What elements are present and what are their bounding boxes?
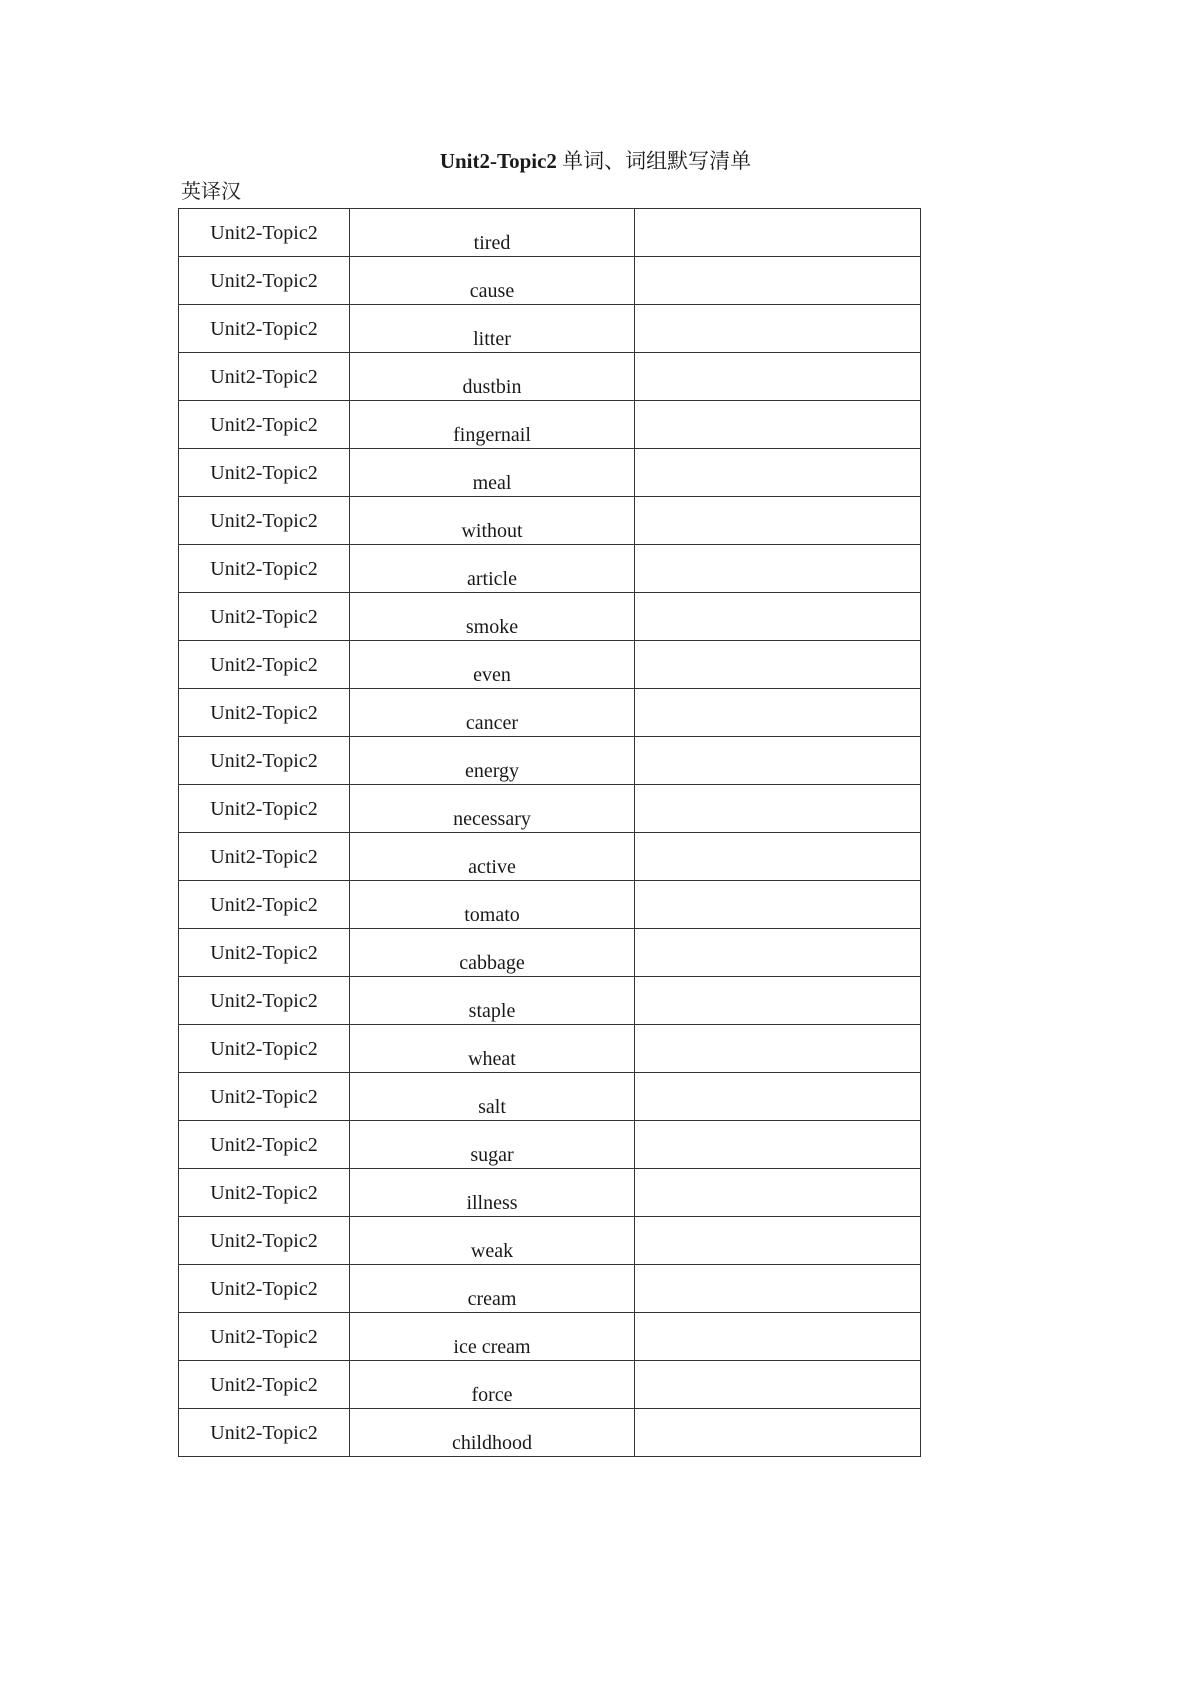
answer-cell	[635, 305, 921, 353]
unit-cell: Unit2-Topic2	[179, 209, 350, 257]
answer-cell	[635, 209, 921, 257]
word-cell: cause	[350, 257, 635, 305]
table-row	[179, 353, 921, 401]
answer-cell	[635, 1409, 921, 1457]
word-cell: force	[350, 1361, 635, 1409]
table-row	[179, 785, 921, 833]
answer-cell	[635, 401, 921, 449]
answer-cell	[635, 593, 921, 641]
word-cell: illness	[350, 1169, 635, 1217]
table-row	[179, 497, 921, 545]
answer-cell	[635, 449, 921, 497]
table-row	[179, 977, 921, 1025]
answer-cell	[635, 497, 921, 545]
unit-cell: Unit2-Topic2	[179, 1121, 350, 1169]
answer-cell	[635, 641, 921, 689]
table-row	[179, 449, 921, 497]
table-row	[179, 881, 921, 929]
table-row	[179, 209, 921, 257]
word-cell: litter	[350, 305, 635, 353]
word-cell: fingernail	[350, 401, 635, 449]
answer-cell	[635, 785, 921, 833]
word-cell: meal	[350, 449, 635, 497]
unit-cell: Unit2-Topic2	[179, 545, 350, 593]
unit-cell: Unit2-Topic2	[179, 1169, 350, 1217]
word-cell: sugar	[350, 1121, 635, 1169]
word-cell: tired	[350, 209, 635, 257]
word-cell: cancer	[350, 689, 635, 737]
word-cell: wheat	[350, 1025, 635, 1073]
unit-cell: Unit2-Topic2	[179, 257, 350, 305]
answer-cell	[635, 737, 921, 785]
unit-cell: Unit2-Topic2	[179, 641, 350, 689]
table-row	[179, 401, 921, 449]
table-row	[179, 1361, 921, 1409]
table-row	[179, 1169, 921, 1217]
word-cell: salt	[350, 1073, 635, 1121]
table-row	[179, 1313, 921, 1361]
table-row	[179, 689, 921, 737]
unit-cell: Unit2-Topic2	[179, 1409, 350, 1457]
answer-cell	[635, 1265, 921, 1313]
unit-cell: Unit2-Topic2	[179, 1025, 350, 1073]
answer-cell	[635, 257, 921, 305]
unit-cell: Unit2-Topic2	[179, 497, 350, 545]
answer-cell	[635, 833, 921, 881]
unit-cell: Unit2-Topic2	[179, 1361, 350, 1409]
table-row	[179, 1121, 921, 1169]
answer-cell	[635, 1025, 921, 1073]
unit-cell: Unit2-Topic2	[179, 1073, 350, 1121]
word-cell: ice cream	[350, 1313, 635, 1361]
table-row	[179, 545, 921, 593]
word-cell: cream	[350, 1265, 635, 1313]
answer-cell	[635, 977, 921, 1025]
unit-cell: Unit2-Topic2	[179, 929, 350, 977]
unit-cell: Unit2-Topic2	[179, 881, 350, 929]
unit-cell: Unit2-Topic2	[179, 737, 350, 785]
table-row	[179, 929, 921, 977]
table-row	[179, 641, 921, 689]
unit-cell: Unit2-Topic2	[179, 305, 350, 353]
word-cell: even	[350, 641, 635, 689]
page-title-unit: Unit2-Topic2	[439, 149, 557, 173]
table-row	[179, 833, 921, 881]
word-cell: dustbin	[350, 353, 635, 401]
answer-cell	[635, 353, 921, 401]
unit-cell: Unit2-Topic2	[179, 401, 350, 449]
vocab-table-body	[179, 209, 921, 1457]
answer-cell	[635, 1169, 921, 1217]
unit-cell: Unit2-Topic2	[179, 1265, 350, 1313]
answer-cell	[635, 1313, 921, 1361]
word-cell: cabbage	[350, 929, 635, 977]
unit-cell: Unit2-Topic2	[179, 977, 350, 1025]
table-row	[179, 593, 921, 641]
word-cell: without	[350, 497, 635, 545]
word-cell: staple	[350, 977, 635, 1025]
table-row	[179, 1409, 921, 1457]
unit-cell: Unit2-Topic2	[179, 689, 350, 737]
page-title-text: 单词、词组默写清单	[556, 149, 752, 173]
answer-cell	[635, 1073, 921, 1121]
table-row	[179, 257, 921, 305]
table-row	[179, 305, 921, 353]
word-cell: necessary	[350, 785, 635, 833]
word-cell: tomato	[350, 881, 635, 929]
unit-cell: Unit2-Topic2	[179, 785, 350, 833]
answer-cell	[635, 545, 921, 593]
answer-cell	[635, 881, 921, 929]
page-title	[0, 148, 1191, 174]
word-cell: childhood	[350, 1409, 635, 1457]
word-cell: active	[350, 833, 635, 881]
unit-cell: Unit2-Topic2	[179, 833, 350, 881]
answer-cell	[635, 1121, 921, 1169]
word-cell: article	[350, 545, 635, 593]
unit-cell: Unit2-Topic2	[179, 593, 350, 641]
answer-cell	[635, 689, 921, 737]
unit-cell: Unit2-Topic2	[179, 353, 350, 401]
unit-cell: Unit2-Topic2	[179, 1217, 350, 1265]
unit-cell: Unit2-Topic2	[179, 449, 350, 497]
word-cell: weak	[350, 1217, 635, 1265]
vocab-table	[178, 208, 921, 1457]
answer-cell	[635, 1217, 921, 1265]
word-cell: smoke	[350, 593, 635, 641]
table-row	[179, 1217, 921, 1265]
table-row	[179, 1265, 921, 1313]
table-row	[179, 1073, 921, 1121]
word-cell: energy	[350, 737, 635, 785]
unit-cell: Unit2-Topic2	[179, 1313, 350, 1361]
answer-cell	[635, 1361, 921, 1409]
section-label: 英译汉	[181, 181, 241, 203]
table-row	[179, 1025, 921, 1073]
table-row	[179, 737, 921, 785]
answer-cell	[635, 929, 921, 977]
